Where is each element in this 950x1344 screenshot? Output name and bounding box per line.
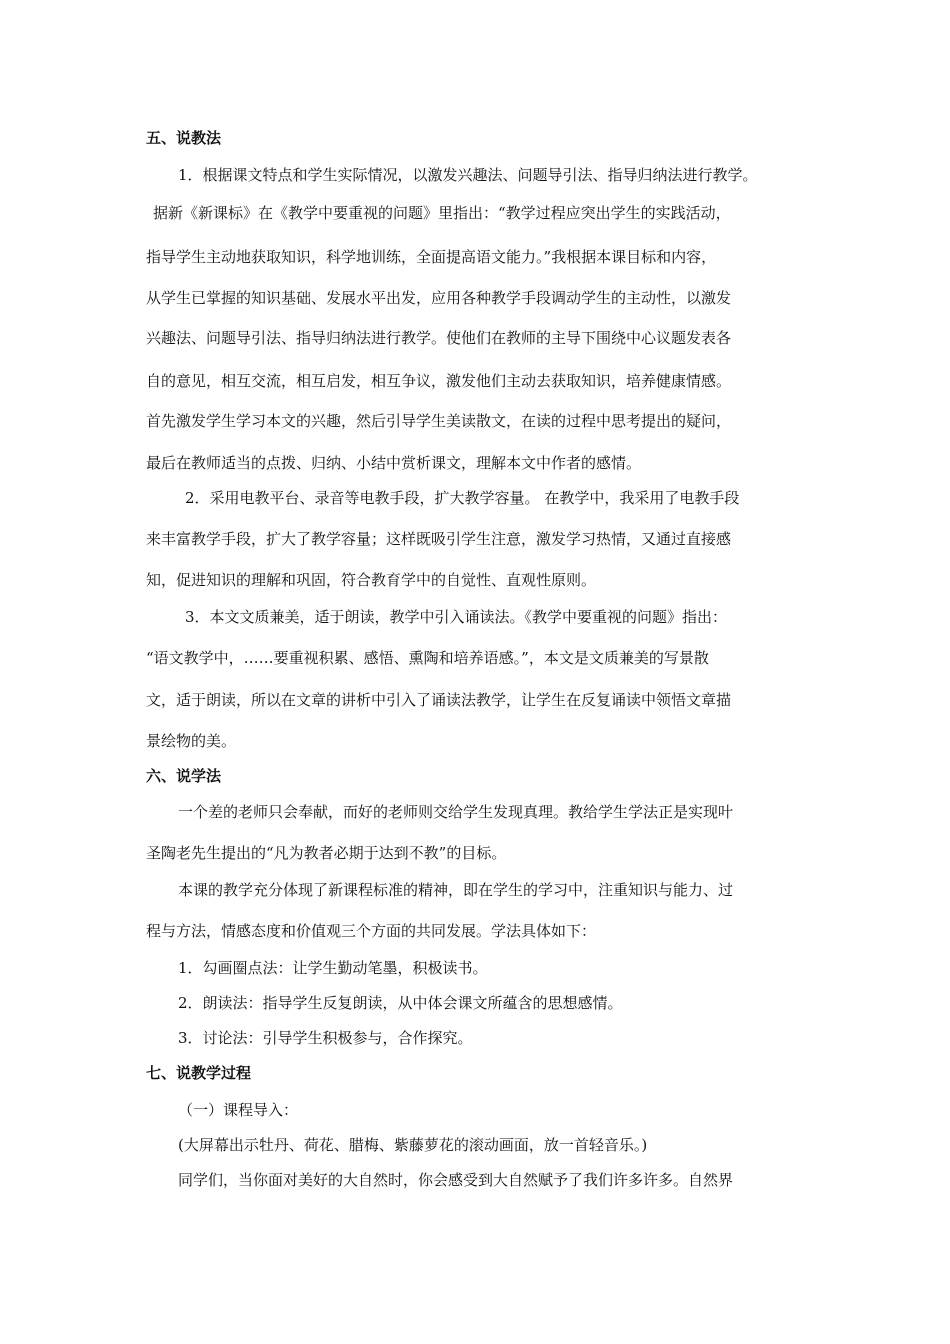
paragraph-line: 自的意见，相互交流，相互启发，相互争议，激发他们主动去获取知识，培养健康情感。 xyxy=(146,372,732,390)
paragraph-line: 首先激发学生学习本文的兴趣，然后引导学生美读散文，在读的过程中思考提出的疑问， xyxy=(146,412,732,430)
paragraph-line: 据新《新课标》在《教学中要重视的问题》里指出：“教学过程应突出学生的实践活动， xyxy=(153,204,731,222)
paragraph-line: 景绘物的美。 xyxy=(146,732,237,750)
paragraph-line: 2．采用电教平台、录音等电教手段，扩大教学容量。 在教学中，我采用了电教手段 xyxy=(185,489,740,507)
list-item: 2．朗读法：指导学生反复朗读，从中体会课文所蕴含的思想感情。 xyxy=(178,994,623,1012)
paragraph-line: 从学生已掌握的知识基础、发展水平出发，应用各种教学手段调动学生的主动性，以激发 xyxy=(146,289,732,307)
paragraph-line: 一个差的老师只会奉献，而好的老师则交给学生发现真理。教给学生学法正是实现叶 xyxy=(178,803,734,821)
paragraph-line: 同学们，当你面对美好的大自然时，你会感受到大自然赋予了我们许多许多。自然界 xyxy=(178,1171,734,1189)
paragraph-line: 程与方法，情感态度和价值观三个方面的共同发展。学法具体如下： xyxy=(146,922,597,940)
paragraph-line: 最后在教师适当的点拨、归纳、小结中赏析课文，理解本文中作者的感情。 xyxy=(146,454,642,472)
section-heading-learning-method: 六、说学法 xyxy=(146,767,222,785)
subsection-heading: （一）课程导入： xyxy=(178,1101,299,1119)
section-heading-teaching-process: 七、说教学过程 xyxy=(146,1064,252,1082)
paragraph-line: 知，促进知识的理解和巩固，符合教育学中的自觉性、直观性原则。 xyxy=(146,571,597,589)
paragraph-line: 兴趣法、问题导引法、指导归纳法进行教学。使他们在教师的主导下围绕中心议题发表各 xyxy=(146,329,732,347)
list-item: 1．勾画圈点法：让学生勤动笔墨，积极读书。 xyxy=(178,959,488,977)
paragraph-line: 指导学生主动地获取知识，科学地训练，全面提高语文能力。”我根据本课目标和内容， xyxy=(146,248,717,266)
paragraph-line: “语文教学中，……要重视积累、感悟、熏陶和培养语感。”，本文是文质兼美的写景散 xyxy=(146,649,709,667)
paragraph-line: 3．本文文质兼美，适于朗读，教学中引入诵读法。《教学中要重视的问题》指出： xyxy=(185,608,728,626)
paragraph-line: 圣陶老先生提出的“凡为教者必期于达到不教”的目标。 xyxy=(146,844,507,862)
section-heading-teaching-method: 五、说教法 xyxy=(146,129,222,147)
paragraph-line: 本课的教学充分体现了新课程标准的精神，即在学生的学习中，注重知识与能力、过 xyxy=(178,881,734,899)
list-item: 3．讨论法：引导学生积极参与，合作探究。 xyxy=(178,1029,473,1047)
paragraph-line: (大屏幕出示牡丹、荷花、腊梅、紫藤萝花的滚动画面，放一首轻音乐。) xyxy=(178,1136,648,1154)
paragraph-line: 1．根据课文特点和学生实际情况，以激发兴趣法、问题导引法、指导归纳法进行教学。 xyxy=(178,166,758,184)
paragraph-line: 文，适于朗读，所以在文章的讲析中引入了诵读法教学，让学生在反复诵读中领悟文章描 xyxy=(146,691,732,709)
paragraph-line: 来丰富教学手段，扩大了教学容量；这样既吸引学生注意，激发学习热情，又通过直接感 xyxy=(146,530,732,548)
